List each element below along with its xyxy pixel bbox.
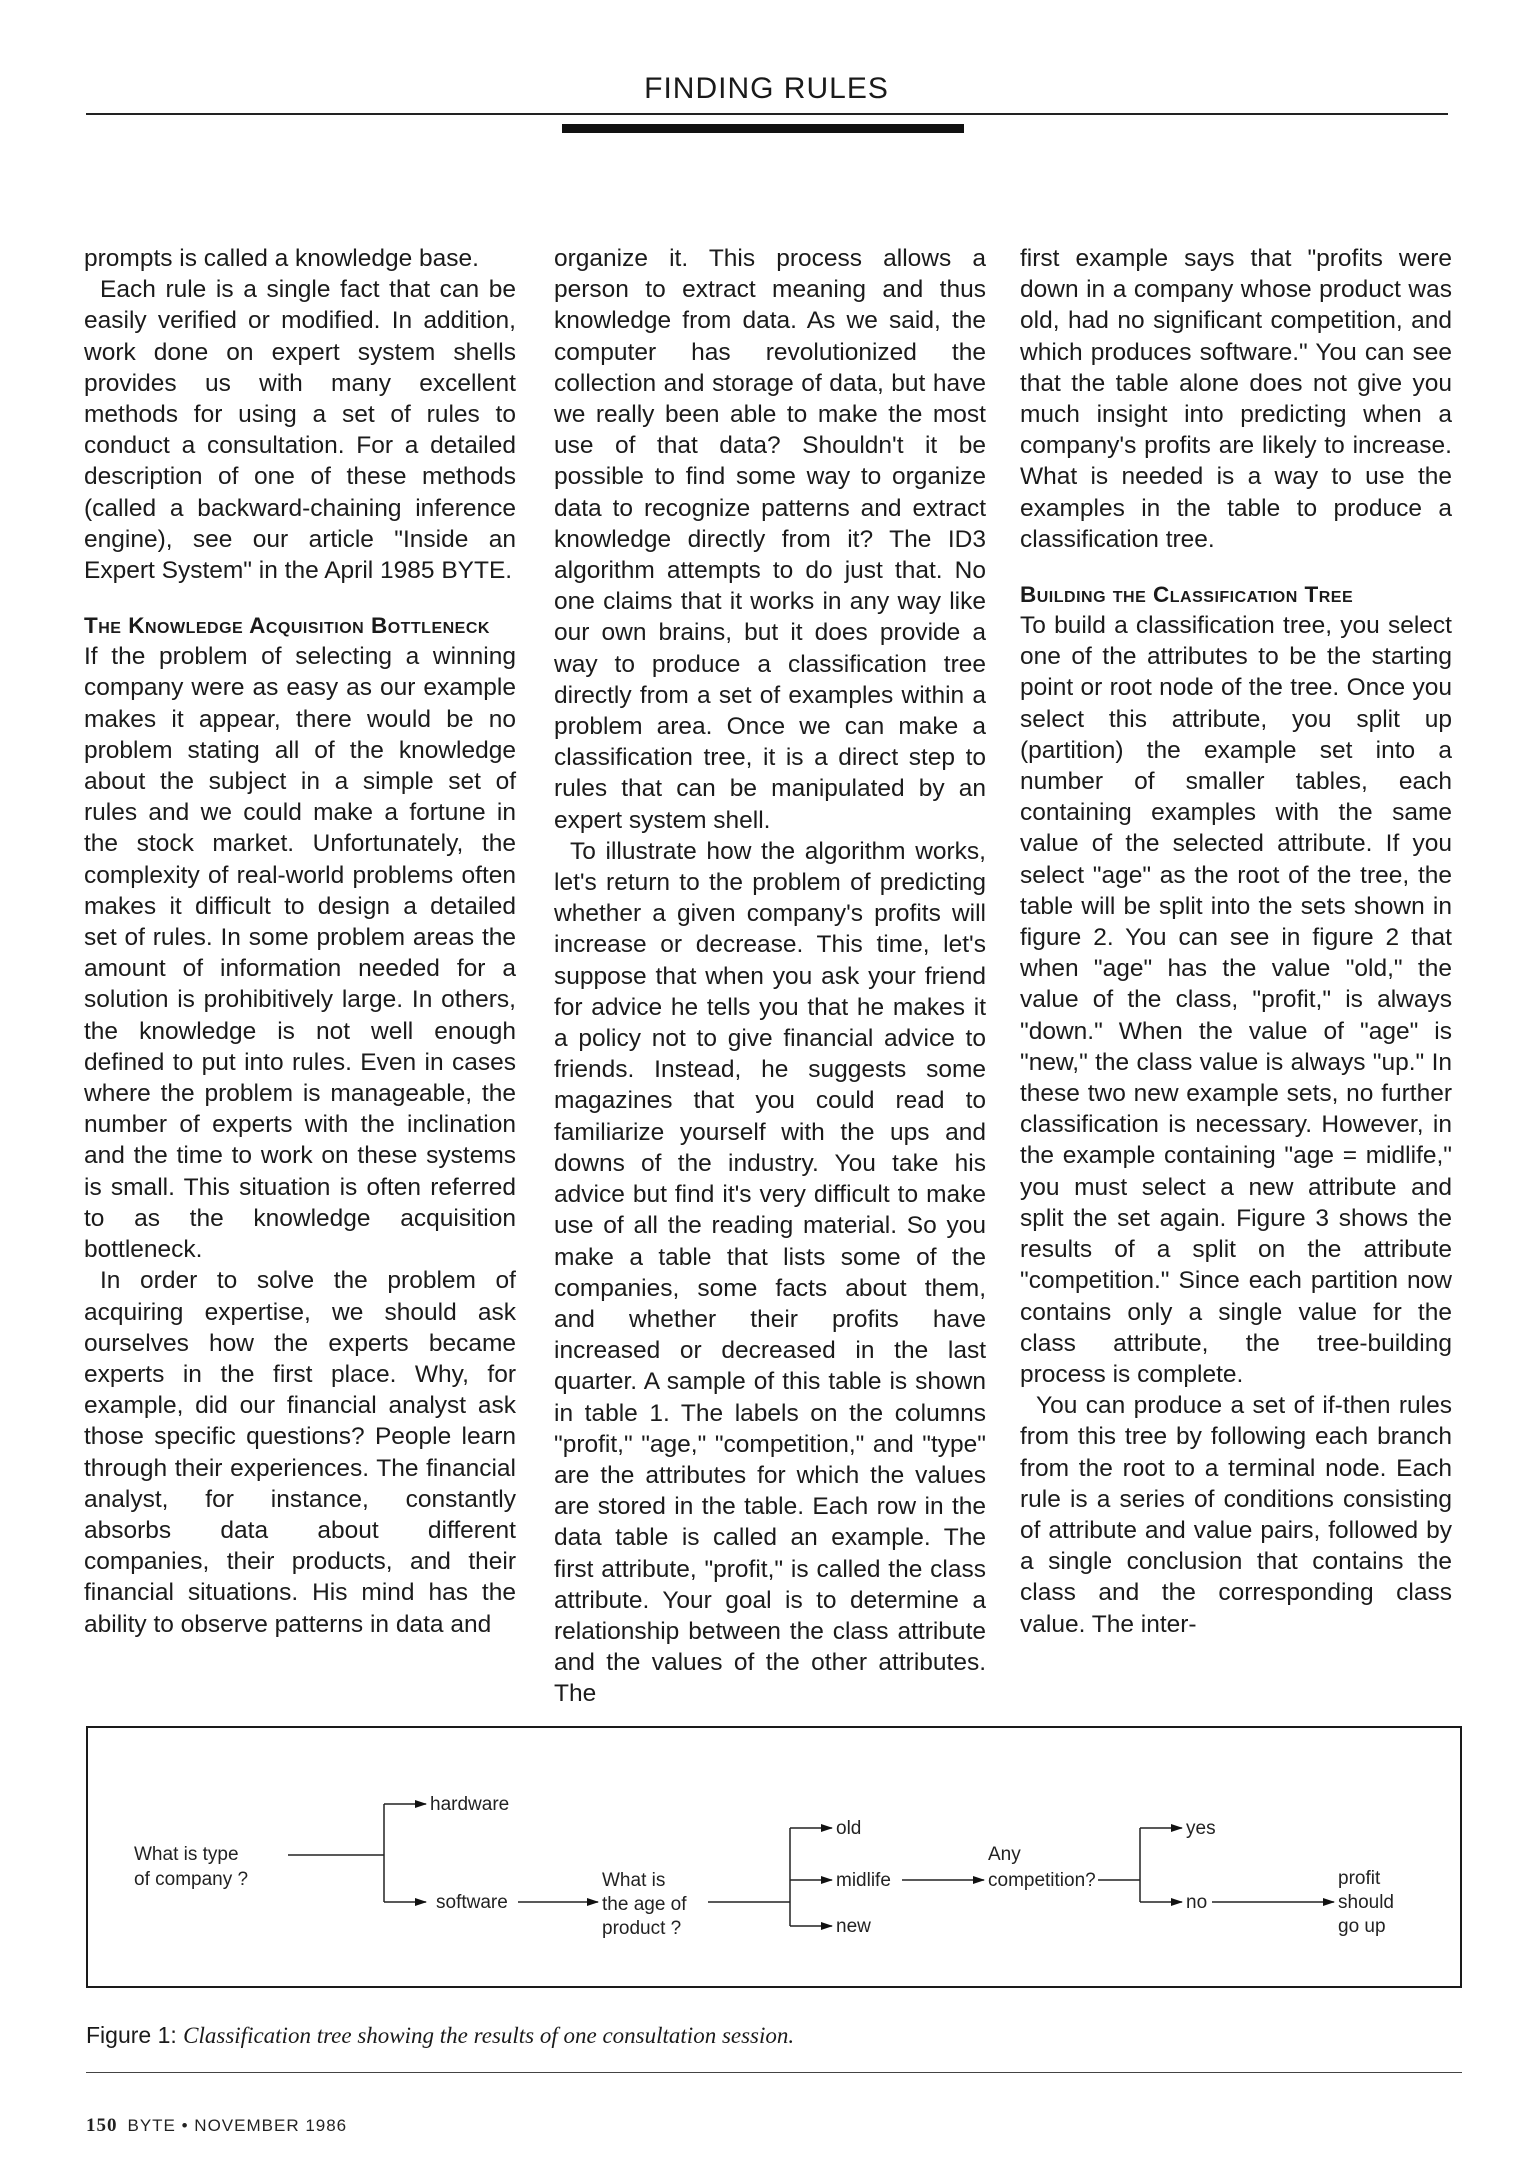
result-line2: should xyxy=(1338,1892,1394,1913)
branch-midlife: midlife xyxy=(836,1870,891,1891)
branch-new: new xyxy=(836,1916,871,1937)
col3-paragraph-2: To build a classification tree, you select one of the attributes to be the starting point or root node of the tree. Once you select this attribute, you split up (partition) the example set into a number of smaller tables, each containing examples with the same value of the selected attribute. If you select "age" as the root of the tree, the table will be split into the sets shown in figure 2. You can see in figure 2 that when "age" has the value "old," the value of the class, "profit," is always "down." When the value of "age" is "new," the class value is always "up." In these two new example sets, no further classification is necessary. However, in the example containing "age = midlife," you must select a new attribute and split the set again. Figure 3 shows the results of a split on the attribute "competition." Since each partition now contains only a single value for the class attribute, the tree-building process is complete. xyxy=(1020,612,1452,1388)
column-2 xyxy=(554,243,986,1710)
page-number: 150 xyxy=(86,2115,118,2136)
col1-paragraph-1: prompts is called a knowledge base. xyxy=(84,245,479,272)
col3-paragraph-1: first example says that "profits were down in a company whose product was old, had no significant competition, and which produces software." You can see that the table alone does not give you much insight into predicting when a company's profits are likely to increase. What is needed is a way to use the examples in the table to produce a classification tree. xyxy=(1020,245,1452,553)
page-footer xyxy=(86,2115,347,2137)
col1-paragraph-3: If the problem of selecting a winning company were as easy as our example makes it appear, there would be no problem stating all of the knowledge about the subject in a simple set of rules and we could make a fortune in the stock market. Unfortunately, the complexity of real-world problems often makes it difficult to design a detailed set of rules. In some problem areas the amount of information needed for a solution is prohibitively large. In others, the knowledge is not well enough defined to put into rules. Even in cases where the problem is manageable, the number of experts with the inclination and the time to work on these systems is small. This situation is often referred to as the knowledge acquisition bottleneck. xyxy=(84,643,516,1264)
branch-software: software xyxy=(436,1892,508,1913)
publication-line: BYTE • NOVEMBER 1986 xyxy=(127,2116,348,2135)
question-age-line1: What is xyxy=(602,1870,666,1891)
figure-1-box xyxy=(86,1726,1462,1988)
branch-hardware: hardware xyxy=(430,1794,510,1815)
figure-caption-text: Classification tree showing the results of one consultation session. xyxy=(183,2023,795,2048)
branch-yes: yes xyxy=(1186,1818,1216,1839)
running-head: FINDING RULES xyxy=(644,72,889,105)
question-type-line2: of company ? xyxy=(134,1869,249,1890)
col2-paragraph-1: organize it. This process allows a person to extract meaning and thus knowledge from data. As we said, the computer has revolutionized the collection and storage of data, but have we really been able to make the most use of that data? Shouldn't it be possible to find some way to organize data to recognize patterns and extract knowledge directly from it? The ID3 algorithm attempts to do just that. No one claims that it works in any way like our own brains, but it does provide a way to produce a classification tree directly from a set of examples within a problem area. Once we can make a classification tree, it is a direct step to rules that can be manipulated by an expert system shell. xyxy=(554,245,986,834)
col1-section-heading: The Knowledge Acquisition Bottleneck xyxy=(84,613,490,639)
col3-paragraph-3: You can produce a set of if-then rules from this tree by following each branch from the root to a terminal node. Each rule is a series of conditions consisting of attribute and value pairs, followed by a single conclusion that contains the class and the corresponding class value. The inter- xyxy=(1020,1392,1452,1638)
header-bar xyxy=(562,124,964,133)
question-competition-line1: Any xyxy=(988,1844,1021,1865)
figure-caption xyxy=(86,2022,794,2049)
question-age-line3: product ? xyxy=(602,1918,682,1939)
col3-section-heading: Building the Classification Tree xyxy=(1020,582,1354,608)
col1-paragraph-2: Each rule is a single fact that can be easily verified or modified. In addition, work done on expert system shells provides us with many excellent methods for using a set of rules to conduct a consultation. For a detailed description of one of these methods (called a backward-chaining inference engine), see our article "Inside an Expert System" in the April 1985 BYTE. xyxy=(84,276,516,585)
branch-old: old xyxy=(836,1818,862,1839)
footer-rule xyxy=(86,2072,1462,2073)
result-line3: go up xyxy=(1338,1916,1386,1937)
question-competition-line2: competition? xyxy=(988,1870,1096,1891)
question-age-line2: the age of xyxy=(602,1894,687,1915)
column-3 xyxy=(1020,243,1452,1640)
figure-caption-label: Figure 1: xyxy=(86,2022,184,2048)
header-rule xyxy=(86,113,1448,115)
classification-tree-diagram xyxy=(88,1728,1460,1986)
col2-paragraph-2: To illustrate how the algorithm works, let's return to the problem of predicting whether a given company's profits will increase or decrease. This time, let's suppose that when you ask your friend for advice he tells you that he makes it a policy not to give financial advice to friends. Instead, he suggests some magazines that you could read to familiarize yourself with the ups and downs of the industry. You take his advice but find it's very difficult to make use of all the reading material. So you make a table that lists some of the companies, some facts about them, and whether their profits have increased or decreased in the last quarter. A sample of this table is shown in table 1. The labels on the columns "profit," "age," "competition," and "type" are the attributes for which the values are stored in the table. Each row in the data table is called an example. The first attribute, "profit," is called the class attribute. Your goal is to determine a relationship between the class attribute and the values of the other attributes. The xyxy=(554,837,986,1708)
branch-no: no xyxy=(1186,1892,1208,1913)
column-1 xyxy=(84,243,516,1640)
result-line1: profit xyxy=(1338,1868,1381,1889)
question-type-line1: What is type xyxy=(134,1844,239,1865)
col1-paragraph-4: In order to solve the problem of acquiring expertise, we should ask ourselves how the experts became experts in the first place. Why, for example, did our financial analyst ask those specific questions? People learn through their experiences. The financial analyst, for instance, constantly absorbs data about different companies, their products, and their financial situations. His mind has the ability to observe patterns in data and xyxy=(84,1267,516,1638)
